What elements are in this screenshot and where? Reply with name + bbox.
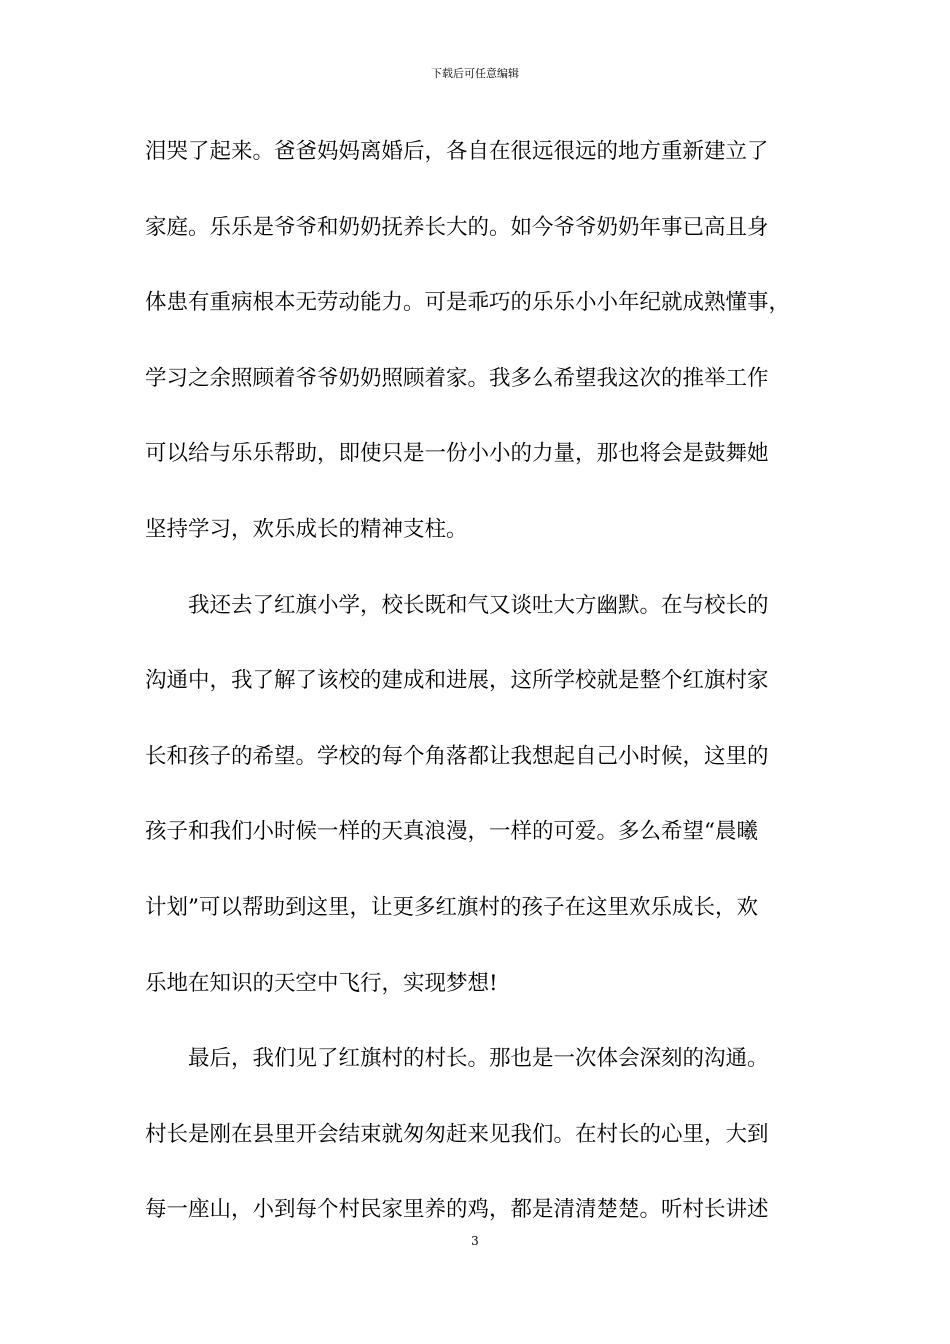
body-text <box>145 128 815 1262</box>
text-line: 计划”可以帮助到这里，让更多红旗村的孩子在这里欢乐成长，欢 <box>145 894 758 920</box>
text-line: 每一座山，小到每个村民家里养的鸡，都是清清楚楚。听村长讲述 <box>145 1197 769 1223</box>
text-line: 我还去了红旗小学，校长既和气又谈吐大方幽默。在与校长的 <box>145 592 769 618</box>
text-line: 坚持学习，欢乐成长的精神支柱。 <box>145 516 468 542</box>
text-line: 可以给与乐乐帮助，即使只是一份小小的力量，那也将会是鼓舞她 <box>145 441 769 467</box>
page-number: 3 <box>471 1234 479 1248</box>
text-line: 学习之余照顾着爷爷奶奶照顾着家。我多么希望我这次的推举工作 <box>145 365 769 391</box>
text-line: 最后，我们见了红旗村的村长。那也是一次体会深刻的沟通。 <box>145 1046 769 1072</box>
text-line: 泪哭了起来。爸爸妈妈离婚后，各自在很远很远的地方重新建立了 <box>145 139 769 164</box>
text-line: 家庭。乐乐是爷爷和奶奶抚养长大的。如今爷爷奶奶年事已高且身 <box>145 214 769 240</box>
text-line: 长和孩子的希望。学校的每个角落都让我想起自己小时候，这里的 <box>145 743 769 769</box>
text-line: 沟通中，我了解了该校的建成和进展，这所学校就是整个红旗村家 <box>145 668 769 694</box>
page-header: 下载后可任意编辑 <box>431 67 519 80</box>
text-line: 村长是刚在县里开会结束就匆匆赶来见我们。在村长的心里，大到 <box>145 1121 769 1147</box>
text-line: 孩子和我们小时候一样的天真浪漫，一样的可爱。多么希望“晨曦 <box>145 819 758 845</box>
text-line: 乐地在知识的天空中飞行，实现梦想! <box>145 970 498 996</box>
text-line: 体患有重病根本无劳动能力。可是乖巧的乐乐小小年纪就成熟懂事， <box>145 290 791 316</box>
